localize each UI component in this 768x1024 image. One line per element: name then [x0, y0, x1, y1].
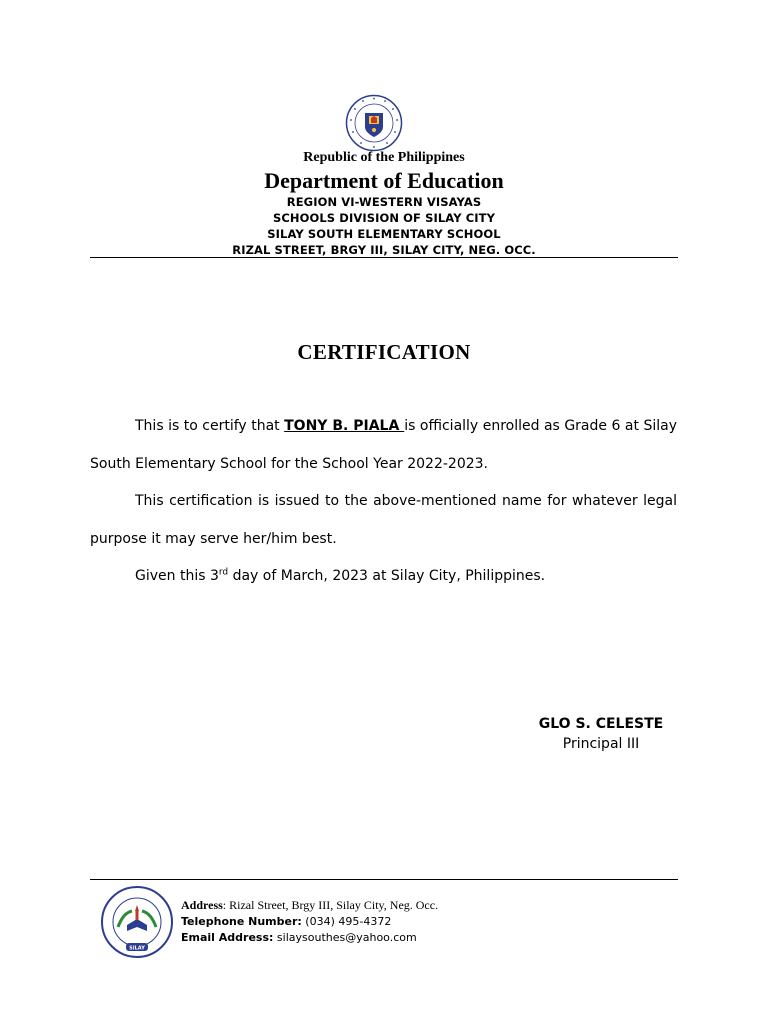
header-divider	[90, 257, 678, 258]
deped-seal-icon	[345, 94, 403, 152]
signatory-name: GLO S. CELESTE	[538, 716, 664, 732]
school-seal-icon	[100, 885, 174, 959]
footer-email	[181, 930, 438, 946]
p1-intro: This is to certify that	[135, 418, 285, 434]
school-address-line: RIZAL STREET, BRGY III, SILAY CITY, NEG. OCC.	[232, 243, 536, 257]
footer-address	[181, 897, 438, 914]
department-heading: Department of Education	[264, 168, 504, 193]
phone-label: Telephone Number:	[181, 915, 302, 928]
division-line: SCHOOLS DIVISION OF SILAY CITY	[272, 211, 496, 225]
school-line: SILAY SOUTH ELEMENTARY SCHOOL	[267, 227, 501, 241]
paragraph-purpose	[90, 482, 677, 558]
signatory-position: Principal III	[562, 736, 640, 752]
email-label: Email Address:	[181, 931, 274, 944]
footer-divider	[90, 879, 678, 880]
student-name: TONY B. PIALA	[284, 418, 405, 434]
footer-contact	[181, 897, 438, 946]
address-value: : Rizal Street, Brgy III, Silay City, Neg. Occ.	[222, 898, 439, 912]
phone-value: (034) 495-4372	[301, 915, 392, 928]
region-line: REGION VI-WESTERN VISAYAS	[286, 195, 482, 209]
paragraph-given	[90, 557, 677, 595]
footer-phone	[181, 914, 438, 930]
p3-intro: Given this 3	[135, 568, 219, 584]
ordinal-suffix: rd	[218, 567, 229, 578]
email-value[interactable]: silaysouthes@yahoo.com	[273, 931, 417, 944]
document-title: CERTIFICATION	[297, 340, 471, 364]
p3-rest: day of March, 2023 at Silay City, Philippines.	[228, 568, 546, 584]
p2-text: This certification is issued to the above-mentioned name for whatever legal purpose it may serve her/him best.	[90, 493, 677, 547]
svg-text:SILAY: SILAY	[129, 945, 145, 952]
republic-heading: Republic of the Philippines	[303, 150, 465, 165]
signature-block	[530, 716, 672, 752]
p1-rest: is officially enrolled as Grade 6 at Silay South Elementary School for the School Year 2022-2023.	[90, 418, 677, 472]
address-label: Address	[181, 898, 223, 912]
paragraph-enrollment	[90, 407, 677, 483]
